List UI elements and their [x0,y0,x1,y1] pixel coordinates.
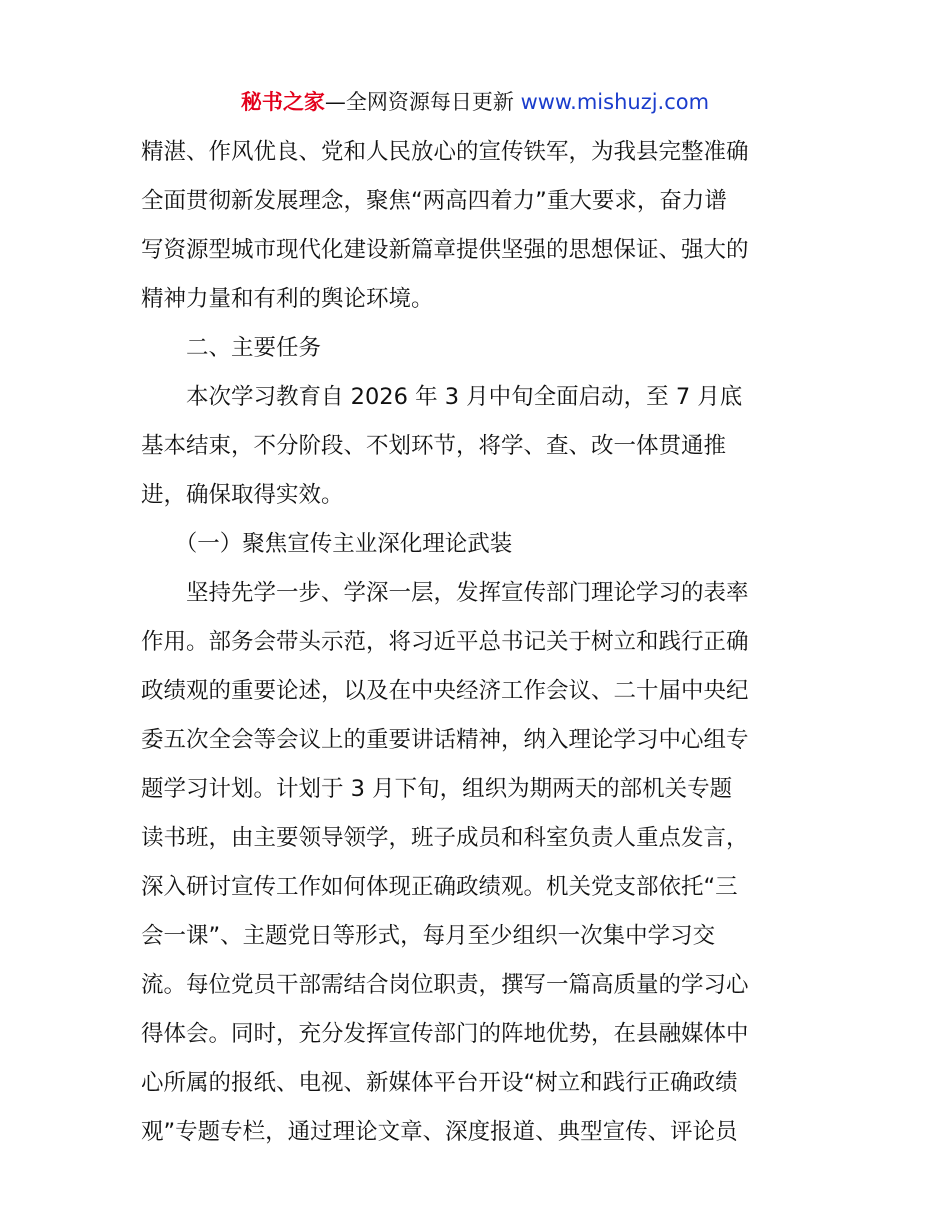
text-line: 写资源型城市现代化建设新篇章提供坚强的思想保证、强大的 [141,237,749,263]
header-url-link[interactable]: www.mishuzj.com [520,90,710,114]
page-header [0,86,950,118]
header-tagline: —全网资源每日更新 [324,90,514,114]
text-line: 会一课”、主题党日等形式，每月至少组织一次集中学习交 [141,923,716,949]
paragraph-intro-continuation [141,128,821,324]
section-heading-main-tasks [141,324,821,373]
text-line: 读书班，由主要领导领学，班子成员和科室负责人重点发言， [141,825,749,851]
text-line: 委五次全会等会议上的重要讲话精神，纳入理论学习中心组专 [141,727,749,753]
text-line: 坚持先学一步、学深一层，发挥宣传部门理论学习的表率 [141,580,749,606]
text-line: 心所属的报纸、电视、新媒体平台开设“树立和践行正确政绩 [141,1070,738,1096]
text-line: 本次学习教育自 2026 年 3 月中旬全面启动，至 7 月底 [141,384,743,410]
text-line: 题学习计划。计划于 3 月下旬，组织为期两天的部机关专题 [141,776,733,802]
text-line: 作用。部务会带头示范，将习近平总书记关于树立和践行正确 [141,629,749,655]
document-body [141,128,821,1157]
text-line: 进，确保取得实效。 [141,482,344,508]
text-line: 深入研讨宣传工作如何体现正确政绩观。机关党支部依托“三 [141,874,738,900]
text-line: 流。每位党员干部需结合岗位职责，撰写一篇高质量的学习心 [141,972,749,998]
text-line: 精神力量和有利的舆论环境。 [141,286,434,312]
text-line: 精湛、作风优良、党和人民放心的宣传铁军，为我县完整准确 [141,139,749,165]
heading-text: 二、主要任务 [141,335,322,361]
text-line: 基本结束，不分阶段、不划环节，将学、查、改一体贯通推 [141,433,727,459]
subsection-heading-theory [141,520,821,569]
text-line: 得体会。同时，充分发挥宣传部门的阵地优势，在县融媒体中 [141,1021,749,1047]
text-line: 全面贯彻新发展理念，聚焦“两高四着力”重大要求，奋力谱 [141,188,727,214]
paragraph-schedule [141,373,821,520]
paragraph-theory-study [141,569,821,1157]
text-line: 政绩观的重要论述，以及在中央经济工作会议、二十届中央纪 [141,678,749,704]
text-line: 观”专题专栏，通过理论文章、深度报道、典型宣传、评论员 [141,1119,738,1145]
heading-text: （一）聚焦宣传主业深化理论武装 [141,531,513,557]
header-brand: 秘书之家 [240,90,325,114]
